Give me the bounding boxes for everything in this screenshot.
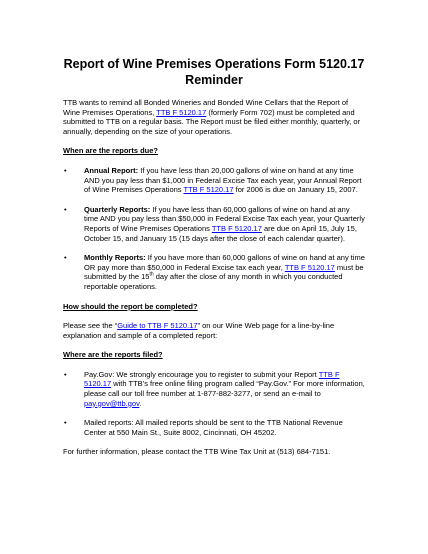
list-item-monthly [63,253,365,291]
where-list [63,370,365,438]
monthly-label: Monthly Reports: [84,253,146,263]
bullet-icon: • [64,418,67,428]
annual-label: Annual Report: [84,165,139,175]
section-heading-due: When are the reports due? [63,146,159,156]
section-heading-how: How should the report be completed? [63,301,198,311]
due-list [63,166,365,292]
annual-text-2: for 2006 is due on January 15, 2007. [233,185,358,195]
intro-paragraph [63,98,365,136]
form-link[interactable]: TTB F 5120.17 [211,223,262,233]
title-line-2: Reminder [185,73,243,87]
form-link[interactable]: TTB F 5120.17 [84,369,340,389]
document-body [63,98,365,467]
monthly-text-3: day after the close of any month in which you conducted reportable operations. [84,272,343,291]
paygov-text-1: Pay.Gov: We strongly encourage you to register to submit your Report [84,369,319,379]
how-text-2: ” on our Wine Web page for a line-by-line explanation and sample of a completed report: [63,321,335,340]
quarterly-label: Quarterly Reports: [84,204,151,214]
form-link[interactable]: TTB F 5120.17 [183,185,234,195]
mailed-text: Mailed reports: All mailed reports should be sent to the TTB National Revenue Center at 550 Main St., Suite 8002, Cincinnati, OH 45202. [84,418,343,437]
list-item-quarterly [63,205,365,243]
paygov-text-3: . [139,398,142,408]
email-link[interactable]: pay.gov@ttb.gov [84,398,140,408]
guide-link[interactable]: Guide to TTB F 5120.17 [117,321,198,331]
bullet-icon: • [64,253,67,263]
footer-paragraph: For further information, please contact the TTB Wine Tax Unit at (513) 684-7151. [63,447,331,457]
how-text-1: Please see the “ [63,321,118,331]
ordinal-suffix: th [149,271,154,278]
quarterly-text-2: are due on April 15, July 15, October 15, and January 15 (15 days after the close of each calendar quarter). [84,223,357,243]
form-link[interactable]: TTB F 5120.17 [156,107,207,117]
annual-text-1: If you have less than 20,000 gallons of wine on hand at any time AND you pay less than $1,000 in Federal Excise Tax each year, your Annual Report of Wine Premises Operations [84,165,362,195]
paygov-text-2: with TTB’s free online filing program called “Pay.Gov.” For more information, please call our toll free number at 1-877-882-3277, or send an e-mail to [84,379,365,399]
monthly-text-1: If you have more than 60,000 gallons of wine on hand at any time OR pay more than $50,000 in Federal Excise tax each year, [84,253,365,272]
form-link[interactable]: TTB F 5120.17 [284,262,335,272]
bullet-icon: • [64,165,67,175]
document-title [0,56,428,88]
list-item-annual [63,166,365,195]
bullet-icon: • [64,204,67,214]
intro-text-1: TTB wants to remind all Bonded Wineries and Bonded Wine Cellars that the Report of Wine Premises Operations, [63,98,349,117]
how-paragraph [63,321,365,340]
section-heading-where: Where are the reports filed? [63,350,163,360]
title-line-1: Report of Wine Premises Operations Form 5120.17 [63,57,365,71]
list-item-mailed [63,418,365,437]
monthly-text-2: must be submitted by the 15 [84,262,364,282]
bullet-icon: • [64,369,67,379]
intro-text-2: (formerly Form 702) must be completed and submitted to TTB on a regular basis. The Report must be filed either monthly, quarterly, or annually, depending on the size of your operations. [63,107,361,136]
list-item-paygov [63,370,365,408]
quarterly-text-1: If you have less than 60,000 gallons of wine on hand at any time AND you pay less than $50,000 in Federal Excise Tax each year, your Quarterly Reports of Wine Premises Operations [84,204,365,233]
